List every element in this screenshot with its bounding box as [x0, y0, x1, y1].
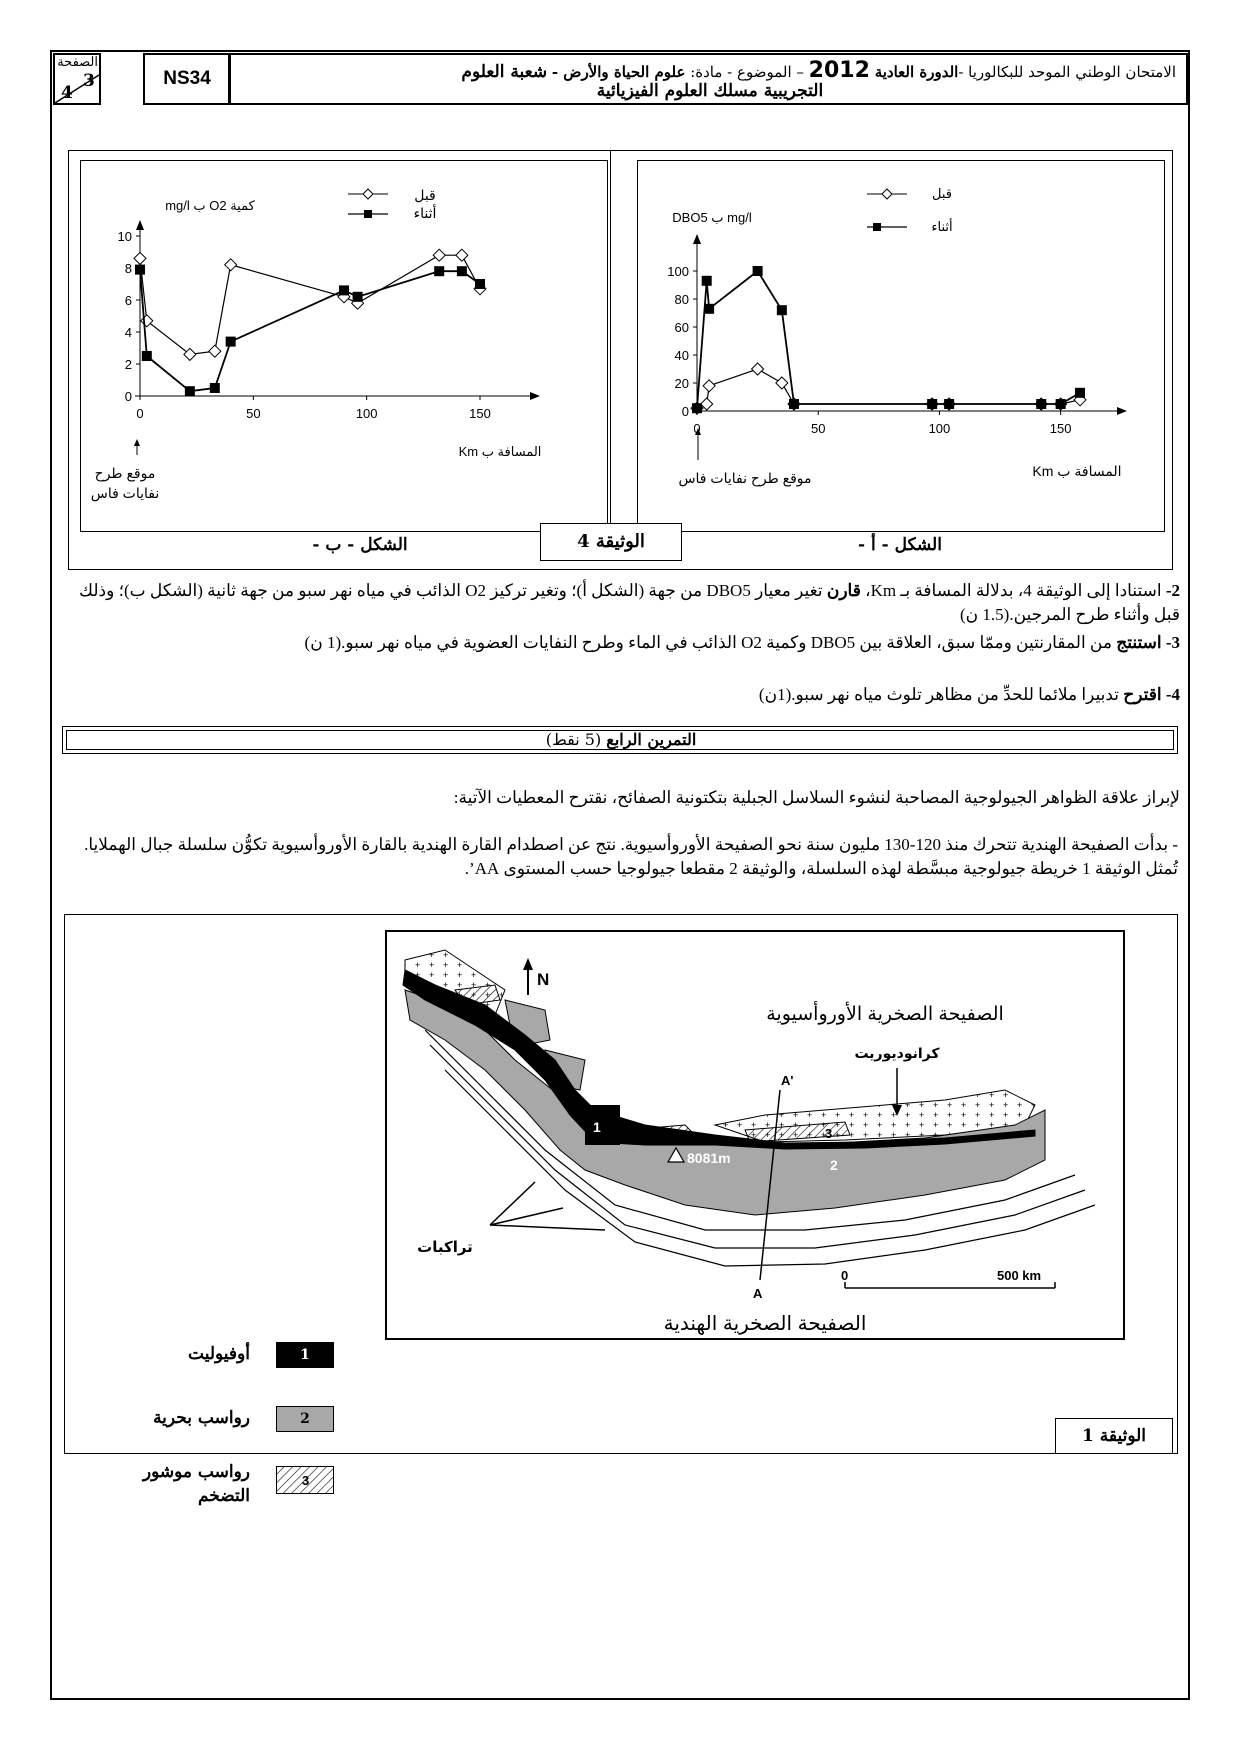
header-line-1 [236, 58, 1176, 83]
chart-a-point-before [776, 377, 788, 389]
header-subject: علوم الحياة والأرض - [551, 63, 686, 81]
chart-a [637, 160, 1165, 532]
chart-b-point-during [142, 351, 152, 361]
chart-a-ytick-label: 20 [674, 376, 689, 391]
zone-1-number: 1 [593, 1119, 601, 1135]
chart-b-source-label-2: نفايات فاس [90, 485, 160, 501]
q2-verb: قارن [826, 581, 861, 600]
ophiolite-block [585, 1105, 620, 1145]
chart-a-ytick-label: 0 [681, 404, 689, 419]
chart-b-point-during [457, 266, 467, 276]
chart-a-series-line-before [697, 369, 1080, 408]
header-part-c: – الموضوع - مادة: [690, 63, 804, 81]
header-year: 2012 [808, 58, 870, 83]
chart-b-source-arrowhead [134, 439, 140, 446]
chart-b-point-during [434, 266, 444, 276]
legend-2-num: 2 [300, 1411, 310, 1427]
fig-a-label: الشكل - أ - [858, 535, 942, 555]
chart-b-point-during [339, 285, 349, 295]
legend-1-num: 1 [300, 1347, 310, 1363]
chart-b-xtick-label: 100 [355, 406, 378, 421]
chart-b-point-before [209, 345, 221, 357]
legend-3-label: رواسب موشور التضخم [142, 1462, 250, 1506]
q4-number: 4- [1165, 685, 1180, 704]
chart-b-xtick-label: 0 [136, 406, 144, 421]
chart-b-legend-during-marker [364, 210, 372, 218]
chart-a-point-during [702, 276, 712, 286]
chart-b-ytick-label: 4 [124, 325, 132, 340]
doc1-title: الوثيقة 1 [1081, 1426, 1147, 1446]
q4-rest: تدبيرا ملائما للحدِّ من مظاهر تلوث مياه نهر سبو.(1ن) [758, 685, 1124, 704]
chart-b-ylabel: كمية O2 ب mg/l [165, 198, 255, 213]
header-title-box [228, 53, 1188, 105]
legend-2-label: رواسب بحرية [153, 1408, 250, 1428]
chart-a-point-during [777, 305, 787, 315]
chart-a-ylabel: mg/l ب DBO5 [672, 210, 752, 225]
chart-b-ytick-label: 2 [124, 357, 132, 372]
indian-plate-label: الصفيحة الصخرية الهندية [663, 1313, 867, 1335]
exercise4-title-text: التمرين الرابع [606, 730, 697, 749]
chart-a-xtick-label: 0 [693, 421, 701, 436]
page-label: الصفحة [57, 55, 98, 70]
legend-1-label: أوفيوليت [188, 1344, 250, 1364]
granodiorite-label: كرانوديوريت [854, 1045, 940, 1061]
chart-a-point-during [692, 403, 702, 413]
zone-3-number: 3 [825, 1126, 833, 1141]
peak-label: 8081m [687, 1150, 731, 1166]
point-a: A [753, 1286, 763, 1301]
chart-a-point-before [703, 380, 715, 392]
chart-a-y-arrow [693, 234, 701, 244]
q2-number: 2- [1165, 581, 1180, 600]
chart-b-point-before [456, 249, 468, 261]
scale-500: 500 km [997, 1268, 1042, 1283]
chart-a-ytick-label: 60 [674, 320, 689, 335]
header-session: الدورة العادية [874, 63, 959, 81]
chart-a-point-during [789, 399, 799, 409]
doc4-title: الوثيقة 4 [577, 531, 645, 552]
chart-b-xlabel: المسافة ب Km [458, 444, 542, 459]
chart-a-legend-before: قبل [932, 186, 952, 201]
chart-a-legend-before-marker [882, 189, 892, 199]
chart-b-legend-before-marker [363, 189, 373, 199]
chart-b-ytick-label: 8 [124, 261, 132, 276]
chart-a-point-during [753, 266, 763, 276]
chart-b-y-arrow [136, 220, 144, 230]
exercise4-title-box [62, 726, 1178, 754]
page-total: 4 [61, 83, 73, 103]
chart-a-point-during [1036, 399, 1046, 409]
chart-b-source-label-1: موقع طرح [94, 465, 156, 481]
question-2 [60, 579, 1180, 627]
header-line-2: التجريبية مسلك العلوم الفيزيائية [596, 81, 824, 101]
chart-b-ytick-label: 6 [124, 293, 132, 308]
chart-a-xtick-label: 150 [1049, 421, 1072, 436]
chart-a-legend-during: أثناء [931, 219, 953, 234]
chart-b-point-before [225, 259, 237, 271]
chart-a-xtick-label: 100 [928, 421, 951, 436]
chart-a-x-arrow [1117, 407, 1127, 415]
doc1-title-box [1055, 1418, 1173, 1454]
chart-b-point-during [135, 265, 145, 275]
chart-b-ytick-label: 10 [117, 229, 132, 244]
chart-b-point-during [226, 337, 236, 347]
zone-2-number: 2 [830, 1157, 838, 1173]
point-a-prime: A' [781, 1073, 794, 1088]
chart-a-ytick-label: 80 [674, 292, 689, 307]
legend-3-num: 3 [302, 1473, 310, 1488]
chart-a-point-during [944, 399, 954, 409]
question-4 [60, 683, 1180, 707]
chart-b-series-line-during [140, 270, 480, 392]
scale-zero: 0 [841, 1268, 849, 1283]
exercise4-title [63, 730, 1179, 749]
exercise4-points: (5 نقط) [545, 730, 602, 749]
q4-verb: اقترح [1123, 685, 1162, 704]
chart-b-point-before [184, 348, 196, 360]
header-stream: شعبة العلوم [461, 62, 548, 82]
chart-b-ytick-label: 0 [124, 389, 132, 404]
page-number: 3 [83, 71, 95, 91]
q2-text: استنادا إلى الوثيقة 4، بدلالة المسافة بـ Km، [860, 581, 1166, 600]
chart-b [80, 160, 608, 532]
chart-b-legend-during: أثناء [413, 205, 437, 221]
chart-b-point-during [475, 279, 485, 289]
q2-rest: تغير معيار DBO5 من جهة (الشكل أ)؛ وتغير تركيز O2 الذائب في مياه نهر سبو من جهة ثانية (الشكل ب)؛ وذلك قبل وأثناء طرح المرجين.(1.5 ن) [79, 581, 1180, 624]
exam-code [143, 53, 231, 105]
overthrusts-label: تراكبات [417, 1239, 473, 1256]
q3-verb: استنتج [1116, 633, 1162, 652]
legend-item-3 [276, 1466, 334, 1494]
page-number-box [53, 53, 101, 105]
header-part-a: الامتحان الوطني الموحد للبكالوريا - [958, 63, 1176, 81]
doc4-title-box [540, 523, 682, 561]
question-3 [60, 631, 1180, 655]
legend-item-2 [276, 1406, 334, 1432]
chart-b-xtick-label: 50 [246, 406, 261, 421]
chart-a-point-during [1075, 388, 1085, 398]
legend-item-1 [276, 1342, 334, 1368]
eurasian-plate-label: الصفيحة الصخرية الأوروأسيوية [766, 1004, 1004, 1025]
chart-b-point-during [185, 386, 195, 396]
geologic-map [385, 930, 1125, 1340]
north-label: N [537, 970, 550, 989]
chart-b-point-before [433, 249, 445, 261]
chart-a-series-line-during [697, 271, 1080, 408]
fig-b-label: الشكل - ب - [312, 535, 408, 555]
exercise4-paragraph: - بدأت الصفيحة الهندية تتحرك منذ 120-130 مليون سنة نحو الصفيحة الأوروأسيوية. نتج عن اصطدام القارة الهندية بالقارة الأوروأسيوية تكوُّن سلسلة جبال الهملايا. تُمثل الوثيقة 1 خريطة جيولوجية مبسَّطة لهذه السلسلة، والوثيقة 2 مقطعا جيولوجيا حسب المستوى AA’. [84, 835, 1178, 878]
q3-number: 3- [1165, 633, 1180, 652]
chart-b-legend-before: قبل [414, 187, 436, 203]
chart-b-xtick-label: 150 [469, 406, 491, 421]
chart-a-point-during [704, 304, 714, 314]
chart-a-source-label: موقع طرح نفايات فاس [678, 470, 812, 486]
q3-rest: من المقارنتين وممّا سبق، العلاقة بين DBO5 وكمية O2 الذائب في الماء وطرح النفايات العضوية في مياه نهر سبو.(1 ن) [304, 633, 1117, 652]
exam-code-text: NS34 [163, 68, 211, 89]
chart-b-point-during [210, 383, 220, 393]
chart-b-x-arrow [530, 392, 540, 400]
chart-b-point-before [134, 252, 146, 264]
chart-a-xlabel: المسافة ب Km [1032, 463, 1122, 479]
doc4-divider [610, 150, 611, 540]
chart-a-ytick-label: 40 [674, 348, 689, 363]
chart-a-legend-during-marker [873, 223, 881, 231]
chart-b-point-during [353, 292, 363, 302]
chart-a-point-during [927, 399, 937, 409]
chart-a-ytick-label: 100 [667, 264, 689, 279]
chart-b-point-before [141, 315, 153, 327]
chart-a-xtick-label: 50 [810, 421, 826, 436]
exercise4-intro: لإبراز علاقة الظواهر الجيولوجية المصاحبة لنشوء السلاسل الجبلية بتكتونية الصفائح، نقترح المعطيات الآتية: [453, 788, 1180, 807]
chart-a-point-before [752, 363, 764, 375]
chart-a-point-during [1056, 399, 1066, 409]
